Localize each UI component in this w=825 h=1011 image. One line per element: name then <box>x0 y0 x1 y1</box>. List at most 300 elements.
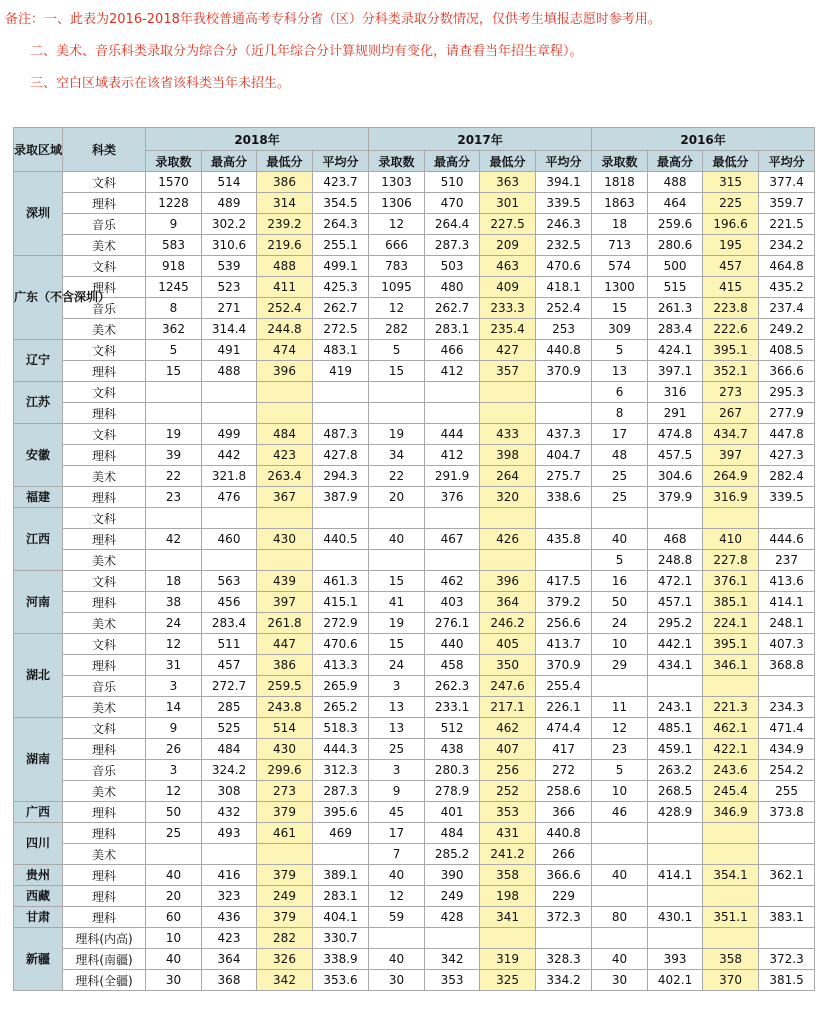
avg-score-cell: 470.6 <box>536 256 592 277</box>
count-cell: 6 <box>592 382 648 403</box>
avg-score-cell: 339.5 <box>536 193 592 214</box>
min-score-cell: 426 <box>480 529 536 550</box>
avg-score-cell: 404.7 <box>536 445 592 466</box>
avg-score-cell: 362.1 <box>759 865 815 886</box>
min-score-cell: 351.1 <box>703 907 759 928</box>
avg-score-cell <box>759 928 815 949</box>
avg-score-cell: 427.3 <box>759 445 815 466</box>
avg-score-cell: 435.2 <box>759 277 815 298</box>
avg-score-cell: 226.1 <box>536 697 592 718</box>
avg-score-cell: 413.6 <box>759 571 815 592</box>
min-score-cell: 405 <box>480 634 536 655</box>
province-cell: 江苏 <box>14 382 63 424</box>
avg-score-cell <box>536 508 592 529</box>
category-cell: 美术 <box>63 613 146 634</box>
table-row <box>14 781 815 802</box>
max-score-cell: 262.3 <box>425 676 480 697</box>
avg-score-cell: 440.8 <box>536 340 592 361</box>
count-cell: 1570 <box>146 172 202 193</box>
max-score-cell <box>202 844 257 865</box>
max-score-cell: 304.6 <box>648 466 703 487</box>
avg-score-cell: 370.9 <box>536 361 592 382</box>
min-score-cell <box>703 508 759 529</box>
count-cell: 3 <box>369 676 425 697</box>
count-cell: 45 <box>369 802 425 823</box>
avg-score-cell: 414.1 <box>759 592 815 613</box>
count-cell: 20 <box>369 487 425 508</box>
min-score-cell: 430 <box>257 529 313 550</box>
max-score-cell: 261.3 <box>648 298 703 319</box>
province-cell: 新疆 <box>14 928 63 991</box>
header-min: 最低分 <box>480 151 536 172</box>
avg-score-cell: 265.9 <box>313 676 369 697</box>
count-cell: 40 <box>592 949 648 970</box>
min-score-cell: 353 <box>480 802 536 823</box>
avg-score-cell: 377.4 <box>759 172 815 193</box>
max-score-cell: 324.2 <box>202 760 257 781</box>
province-cell: 湖南 <box>14 718 63 802</box>
table-row <box>14 256 815 277</box>
avg-score-cell: 370.9 <box>536 655 592 676</box>
avg-score-cell: 328.3 <box>536 949 592 970</box>
min-score-cell: 427 <box>480 340 536 361</box>
table-row <box>14 613 815 634</box>
count-cell: 15 <box>369 361 425 382</box>
count-cell: 13 <box>369 718 425 739</box>
max-score-cell: 321.8 <box>202 466 257 487</box>
province-cell: 河南 <box>14 571 63 634</box>
max-score-cell: 476 <box>202 487 257 508</box>
category-cell: 音乐 <box>63 298 146 319</box>
max-score-cell: 264.4 <box>425 214 480 235</box>
avg-score-cell: 461.3 <box>313 571 369 592</box>
count-cell: 583 <box>146 235 202 256</box>
min-score-cell: 224.1 <box>703 613 759 634</box>
min-score-cell <box>257 844 313 865</box>
table-row <box>14 865 815 886</box>
min-score-cell: 341 <box>480 907 536 928</box>
max-score-cell: 412 <box>425 361 480 382</box>
avg-score-cell <box>313 403 369 424</box>
category-cell: 理科 <box>63 823 146 844</box>
category-cell: 美术 <box>63 697 146 718</box>
count-cell: 24 <box>146 613 202 634</box>
count-cell: 15 <box>369 571 425 592</box>
avg-score-cell: 447.8 <box>759 424 815 445</box>
avg-score-cell: 295.3 <box>759 382 815 403</box>
count-cell: 8 <box>146 298 202 319</box>
avg-score-cell: 294.3 <box>313 466 369 487</box>
avg-score-cell: 255.4 <box>536 676 592 697</box>
count-cell: 14 <box>146 697 202 718</box>
max-score-cell <box>425 550 480 571</box>
max-score-cell: 503 <box>425 256 480 277</box>
count-cell: 8 <box>592 403 648 424</box>
avg-score-cell: 394.1 <box>536 172 592 193</box>
avg-score-cell <box>536 928 592 949</box>
max-score-cell: 402.1 <box>648 970 703 991</box>
avg-score-cell <box>759 823 815 844</box>
min-score-cell: 462 <box>480 718 536 739</box>
min-score-cell: 430 <box>257 739 313 760</box>
min-score-cell: 367 <box>257 487 313 508</box>
count-cell: 42 <box>146 529 202 550</box>
max-score-cell: 314.4 <box>202 319 257 340</box>
avg-score-cell: 499.1 <box>313 256 369 277</box>
header-region: 录取区域 <box>14 128 63 172</box>
min-score-cell: 410 <box>703 529 759 550</box>
count-cell: 17 <box>369 823 425 844</box>
max-score-cell <box>425 928 480 949</box>
max-score-cell: 310.6 <box>202 235 257 256</box>
header-avg: 平均分 <box>536 151 592 172</box>
avg-score-cell: 427.8 <box>313 445 369 466</box>
avg-score-cell: 234.3 <box>759 697 815 718</box>
min-score-cell: 264.9 <box>703 466 759 487</box>
avg-score-cell: 413.7 <box>536 634 592 655</box>
table-row <box>14 592 815 613</box>
count-cell: 19 <box>146 424 202 445</box>
avg-score-cell <box>759 508 815 529</box>
avg-score-cell: 483.1 <box>313 340 369 361</box>
count-cell: 38 <box>146 592 202 613</box>
count-cell: 29 <box>592 655 648 676</box>
min-score-cell: 314 <box>257 193 313 214</box>
avg-score-cell: 417.5 <box>536 571 592 592</box>
count-cell: 5 <box>146 340 202 361</box>
category-cell: 理科 <box>63 529 146 550</box>
count-cell: 18 <box>592 214 648 235</box>
min-score-cell: 301 <box>480 193 536 214</box>
max-score-cell: 464 <box>648 193 703 214</box>
header-year-2018: 2018年 <box>146 128 369 151</box>
min-score-cell: 396 <box>257 361 313 382</box>
max-score-cell <box>202 403 257 424</box>
max-score-cell: 514 <box>202 172 257 193</box>
category-cell: 理科 <box>63 361 146 382</box>
category-cell: 理科 <box>63 655 146 676</box>
min-score-cell: 225 <box>703 193 759 214</box>
category-cell: 美术 <box>63 550 146 571</box>
count-cell: 19 <box>369 613 425 634</box>
avg-score-cell: 249.2 <box>759 319 815 340</box>
min-score-cell: 244.8 <box>257 319 313 340</box>
avg-score-cell: 474.4 <box>536 718 592 739</box>
note-1: 备注：一、此表为2016-2018年我校普通高考专科分省（区）分科类录取分数情况，仅供考生填报志愿时参考用。 <box>5 12 661 27</box>
max-score-cell: 460 <box>202 529 257 550</box>
category-cell: 美术 <box>63 319 146 340</box>
count-cell: 25 <box>146 823 202 844</box>
avg-score-cell: 330.7 <box>313 928 369 949</box>
max-score-cell: 423 <box>202 928 257 949</box>
max-score-cell: 485.1 <box>648 718 703 739</box>
avg-score-cell <box>536 403 592 424</box>
count-cell: 15 <box>146 361 202 382</box>
min-score-cell <box>480 550 536 571</box>
avg-score-cell: 372.3 <box>759 949 815 970</box>
max-score-cell: 488 <box>648 172 703 193</box>
min-score-cell <box>257 508 313 529</box>
avg-score-cell: 253 <box>536 319 592 340</box>
max-score-cell: 525 <box>202 718 257 739</box>
avg-score-cell: 221.5 <box>759 214 815 235</box>
min-score-cell: 352.1 <box>703 361 759 382</box>
avg-score-cell: 404.1 <box>313 907 369 928</box>
min-score-cell: 488 <box>257 256 313 277</box>
min-score-cell <box>703 676 759 697</box>
category-cell: 理科(南疆) <box>63 949 146 970</box>
avg-score-cell: 379.2 <box>536 592 592 613</box>
count-cell: 12 <box>146 781 202 802</box>
header-min: 最低分 <box>257 151 313 172</box>
avg-score-cell: 518.3 <box>313 718 369 739</box>
avg-score-cell: 368.8 <box>759 655 815 676</box>
table-row <box>14 214 815 235</box>
avg-score-cell: 383.1 <box>759 907 815 928</box>
min-score-cell <box>703 886 759 907</box>
header-year-2016: 2016年 <box>592 128 815 151</box>
header-max: 最高分 <box>202 151 257 172</box>
count-cell: 5 <box>592 340 648 361</box>
category-cell: 文科 <box>63 340 146 361</box>
category-cell: 文科 <box>63 508 146 529</box>
count-cell <box>592 928 648 949</box>
max-score-cell <box>648 823 703 844</box>
min-score-cell: 243.8 <box>257 697 313 718</box>
min-score-cell: 227.8 <box>703 550 759 571</box>
table-row <box>14 277 815 298</box>
count-cell <box>146 550 202 571</box>
avg-score-cell <box>759 844 815 865</box>
min-score-cell: 223.8 <box>703 298 759 319</box>
min-score-cell: 354.1 <box>703 865 759 886</box>
max-score-cell: 416 <box>202 865 257 886</box>
count-cell: 1863 <box>592 193 648 214</box>
avg-score-cell: 395.6 <box>313 802 369 823</box>
table-row <box>14 970 815 991</box>
count-cell: 12 <box>369 298 425 319</box>
category-cell: 理科 <box>63 907 146 928</box>
max-score-cell: 283.4 <box>648 319 703 340</box>
max-score-cell: 295.2 <box>648 613 703 634</box>
min-score-cell <box>480 382 536 403</box>
min-score-cell: 474 <box>257 340 313 361</box>
max-score-cell: 248.8 <box>648 550 703 571</box>
count-cell: 309 <box>592 319 648 340</box>
table-row <box>14 655 815 676</box>
max-score-cell: 353 <box>425 970 480 991</box>
max-score-cell: 276.1 <box>425 613 480 634</box>
min-score-cell: 299.6 <box>257 760 313 781</box>
avg-score-cell: 444.6 <box>759 529 815 550</box>
count-cell <box>592 823 648 844</box>
min-score-cell: 379 <box>257 802 313 823</box>
avg-score-cell: 283.1 <box>313 886 369 907</box>
count-cell: 40 <box>146 949 202 970</box>
max-score-cell <box>425 403 480 424</box>
category-cell: 理科 <box>63 403 146 424</box>
table-row <box>14 361 815 382</box>
category-cell: 理科 <box>63 886 146 907</box>
count-cell: 5 <box>592 550 648 571</box>
table-row <box>14 949 815 970</box>
avg-score-cell: 487.3 <box>313 424 369 445</box>
min-score-cell: 195 <box>703 235 759 256</box>
min-score-cell: 261.8 <box>257 613 313 634</box>
province-cell: 甘肃 <box>14 907 63 928</box>
count-cell <box>592 676 648 697</box>
count-cell <box>146 382 202 403</box>
avg-score-cell: 387.9 <box>313 487 369 508</box>
min-score-cell: 379 <box>257 907 313 928</box>
avg-score-cell <box>536 550 592 571</box>
min-score-cell <box>257 382 313 403</box>
count-cell: 16 <box>592 571 648 592</box>
min-score-cell: 196.6 <box>703 214 759 235</box>
count-cell: 9 <box>146 718 202 739</box>
count-cell: 22 <box>146 466 202 487</box>
min-score-cell: 222.6 <box>703 319 759 340</box>
max-score-cell: 272.7 <box>202 676 257 697</box>
province-cell: 贵州 <box>14 865 63 886</box>
count-cell: 59 <box>369 907 425 928</box>
min-score-cell: 315 <box>703 172 759 193</box>
min-score-cell: 316.9 <box>703 487 759 508</box>
min-score-cell: 252 <box>480 781 536 802</box>
max-score-cell: 390 <box>425 865 480 886</box>
min-score-cell <box>703 844 759 865</box>
count-cell: 23 <box>592 739 648 760</box>
avg-score-cell: 248.1 <box>759 613 815 634</box>
header-count: 录取数 <box>146 151 202 172</box>
avg-score-cell: 252.4 <box>536 298 592 319</box>
avg-score-cell <box>313 382 369 403</box>
category-cell: 文科 <box>63 172 146 193</box>
max-score-cell: 436 <box>202 907 257 928</box>
avg-score-cell: 334.2 <box>536 970 592 991</box>
count-cell: 918 <box>146 256 202 277</box>
count-cell <box>146 508 202 529</box>
max-score-cell: 302.2 <box>202 214 257 235</box>
category-cell: 美术 <box>63 466 146 487</box>
category-cell: 理科 <box>63 445 146 466</box>
avg-score-cell: 417 <box>536 739 592 760</box>
max-score-cell: 285.2 <box>425 844 480 865</box>
max-score-cell: 280.3 <box>425 760 480 781</box>
table-row <box>14 907 815 928</box>
avg-score-cell: 353.6 <box>313 970 369 991</box>
min-score-cell: 433 <box>480 424 536 445</box>
category-cell: 美术 <box>63 235 146 256</box>
max-score-cell: 467 <box>425 529 480 550</box>
avg-score-cell: 440.5 <box>313 529 369 550</box>
min-score-cell: 411 <box>257 277 313 298</box>
avg-score-cell <box>313 550 369 571</box>
count-cell: 13 <box>369 697 425 718</box>
count-cell: 40 <box>369 865 425 886</box>
max-score-cell: 440 <box>425 634 480 655</box>
province-cell: 安徽 <box>14 424 63 487</box>
min-score-cell: 342 <box>257 970 313 991</box>
avg-score-cell: 265.2 <box>313 697 369 718</box>
header-avg: 平均分 <box>313 151 369 172</box>
table-row <box>14 802 815 823</box>
table-row <box>14 550 815 571</box>
category-cell: 文科 <box>63 424 146 445</box>
max-score-cell: 468 <box>648 529 703 550</box>
avg-score-cell: 262.7 <box>313 298 369 319</box>
count-cell: 11 <box>592 697 648 718</box>
header-count: 录取数 <box>592 151 648 172</box>
count-cell: 783 <box>369 256 425 277</box>
min-score-cell: 247.6 <box>480 676 536 697</box>
avg-score-cell: 464.8 <box>759 256 815 277</box>
count-cell: 3 <box>369 760 425 781</box>
table-row <box>14 676 815 697</box>
min-score-cell: 357 <box>480 361 536 382</box>
max-score-cell: 442.1 <box>648 634 703 655</box>
count-cell: 1228 <box>146 193 202 214</box>
category-cell: 理科 <box>63 193 146 214</box>
count-cell: 48 <box>592 445 648 466</box>
count-cell: 574 <box>592 256 648 277</box>
header-max: 最高分 <box>425 151 480 172</box>
avg-score-cell: 246.3 <box>536 214 592 235</box>
count-cell <box>369 382 425 403</box>
avg-score-cell: 272.5 <box>313 319 369 340</box>
min-score-cell <box>703 928 759 949</box>
max-score-cell: 323 <box>202 886 257 907</box>
category-cell: 文科 <box>63 256 146 277</box>
min-score-cell: 256 <box>480 760 536 781</box>
category-cell: 理科(内高) <box>63 928 146 949</box>
max-score-cell: 401 <box>425 802 480 823</box>
max-score-cell: 424.1 <box>648 340 703 361</box>
min-score-cell: 198 <box>480 886 536 907</box>
avg-score-cell: 359.7 <box>759 193 815 214</box>
table-row <box>14 823 815 844</box>
min-score-cell: 267 <box>703 403 759 424</box>
count-cell: 20 <box>146 886 202 907</box>
count-cell <box>369 508 425 529</box>
avg-score-cell: 354.5 <box>313 193 369 214</box>
avg-score-cell: 419 <box>313 361 369 382</box>
max-score-cell: 512 <box>425 718 480 739</box>
avg-score-cell: 415.1 <box>313 592 369 613</box>
max-score-cell: 458 <box>425 655 480 676</box>
max-score-cell <box>202 382 257 403</box>
table-row <box>14 403 815 424</box>
table-row <box>14 340 815 361</box>
min-score-cell: 264 <box>480 466 536 487</box>
table-row <box>14 424 815 445</box>
avg-score-cell: 366.6 <box>759 361 815 382</box>
count-cell: 17 <box>592 424 648 445</box>
count-cell: 24 <box>592 613 648 634</box>
table-row <box>14 235 815 256</box>
table-body <box>14 172 815 991</box>
table-row <box>14 193 815 214</box>
province-cell: 广东（不含深圳） <box>14 256 63 340</box>
avg-score-cell: 469 <box>313 823 369 844</box>
min-score-cell: 233.3 <box>480 298 536 319</box>
count-cell <box>369 403 425 424</box>
avg-score-cell: 471.4 <box>759 718 815 739</box>
avg-score-cell: 338.9 <box>313 949 369 970</box>
min-score-cell: 422.1 <box>703 739 759 760</box>
min-score-cell: 319 <box>480 949 536 970</box>
count-cell: 25 <box>592 466 648 487</box>
